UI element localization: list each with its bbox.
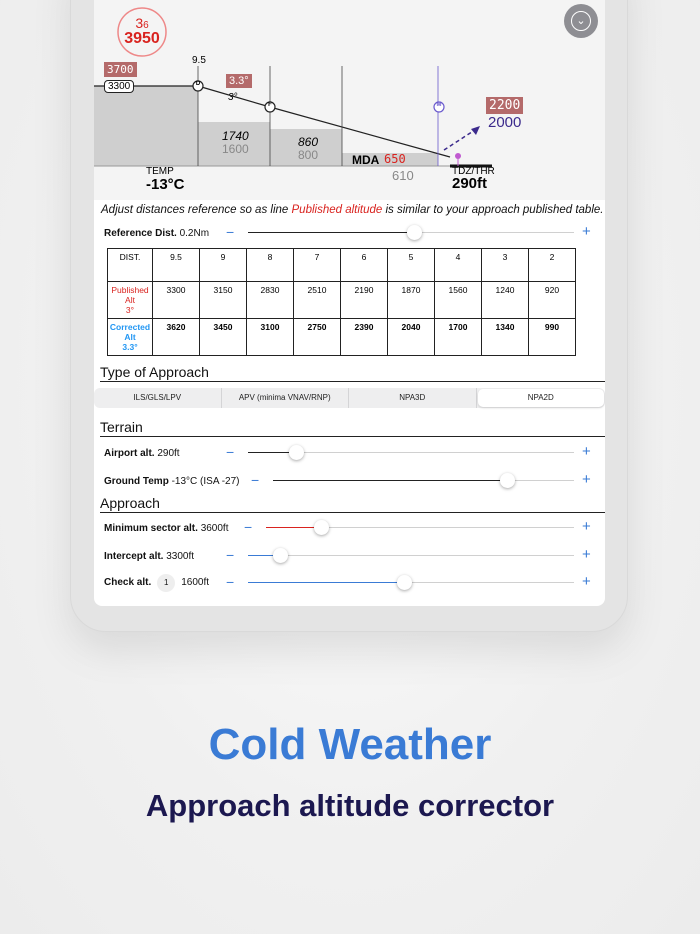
check-alt-row xyxy=(104,573,594,593)
reference-slider-thumb[interactable] xyxy=(407,225,422,240)
segment-npa3d[interactable]: NPA3D xyxy=(349,388,477,408)
step2-published: 800 xyxy=(298,148,319,162)
published-alt-cell: 2830 xyxy=(247,282,294,319)
corrected-alt-cell: 2040 xyxy=(388,319,435,356)
published-alt-cell: 1240 xyxy=(482,282,529,319)
ground-temp-value: -13°C (ISA -27) xyxy=(171,475,240,487)
corrected-alt-cell: 3100 xyxy=(247,319,294,356)
distance-cell: 6 xyxy=(341,249,388,282)
reference-plus-button[interactable]: + xyxy=(582,223,591,240)
mda-label: MDA xyxy=(352,153,380,167)
distance-cell: 4 xyxy=(435,249,482,282)
segment-apv[interactable]: APV (minima VNAV/RNP) xyxy=(222,388,350,408)
go-around-corrected-badge: 2200 xyxy=(486,97,523,114)
airport-alt-row xyxy=(104,443,594,463)
published-header-line2: Alt xyxy=(125,295,135,305)
intercept-track xyxy=(248,555,574,556)
published-header xyxy=(108,282,153,319)
check-alt-fill xyxy=(248,582,404,583)
waypoint-d-label: D xyxy=(195,81,201,87)
msa-minus-button[interactable]: − xyxy=(244,519,253,535)
temp-value: -13°C xyxy=(146,176,185,193)
msa-slider-thumb[interactable] xyxy=(314,520,329,535)
step2-corrected: 860 xyxy=(298,135,319,149)
step-area-1 xyxy=(94,86,198,166)
corrected-alt-cell: 3620 xyxy=(153,319,200,356)
ground-temp-slider-thumb[interactable] xyxy=(500,473,515,488)
corrected-alt-cell: 2750 xyxy=(294,319,341,356)
approach-profile xyxy=(94,0,605,200)
published-alt-cell: 1560 xyxy=(435,282,482,319)
distance-header: DIST. xyxy=(108,249,153,282)
reference-dist-label xyxy=(104,228,209,239)
corrected-header-line1: Corrected xyxy=(109,322,151,332)
distance-cell: 8 xyxy=(247,249,294,282)
msa-label-group xyxy=(104,523,229,534)
published-alt-cell: 2510 xyxy=(294,282,341,319)
corrected-row xyxy=(108,319,576,356)
distance-row xyxy=(108,249,576,282)
check-alt-minus-button[interactable]: − xyxy=(226,574,235,590)
chevron-down-icon: ⌄ xyxy=(571,11,591,31)
flight-level-top: 36 xyxy=(135,15,149,31)
published-row xyxy=(108,282,576,319)
corrected-header-line3: 3.3° xyxy=(122,342,138,352)
headline-subtitle: Approach altitude corrector xyxy=(145,788,555,823)
mda-corrected: 650 xyxy=(384,152,406,166)
airport-alt-slider-thumb[interactable] xyxy=(289,445,304,460)
ground-temp-label-group xyxy=(104,476,240,487)
intercept-label: Intercept alt. xyxy=(104,550,164,562)
approach-divider xyxy=(100,512,605,513)
approach-title: Approach xyxy=(100,495,160,511)
msa-value: 3600ft xyxy=(200,522,229,534)
distance-start-label: 9.5 xyxy=(192,55,206,66)
instruction-highlight: Published altitude xyxy=(291,204,383,216)
corrected-angle-badge: 3.3° xyxy=(226,74,252,88)
published-alt-cell: 3150 xyxy=(200,282,247,319)
distance-cell: 9 xyxy=(200,249,247,282)
go-around-published: 2000 xyxy=(488,114,522,131)
reference-dist-title: Reference Dist. xyxy=(104,227,177,239)
airport-alt-plus-button[interactable]: + xyxy=(582,443,591,460)
ground-temp-minus-button[interactable]: − xyxy=(251,472,260,488)
corrected-start-badge: 3700 xyxy=(104,62,137,77)
intercept-value: 3300ft xyxy=(166,550,195,562)
published-header-line1: Published xyxy=(111,285,149,295)
distance-cell: 3 xyxy=(482,249,529,282)
segment-ils[interactable]: ILS/GLS/LPV xyxy=(94,388,222,408)
step1-corrected: 1740 xyxy=(222,129,249,143)
corrected-header-line2: Alt xyxy=(124,332,136,342)
check-alt-label: Check alt. xyxy=(104,577,152,588)
airport-alt-label-group xyxy=(104,448,180,459)
published-alt-cell: 3300 xyxy=(153,282,200,319)
published-alt-cell: 2190 xyxy=(341,282,388,319)
segment-npa2d[interactable]: NPA2D xyxy=(478,389,605,407)
airport-alt-minus-button[interactable]: − xyxy=(226,444,235,460)
msa-plus-button[interactable]: + xyxy=(582,518,591,535)
collapse-button[interactable] xyxy=(564,4,598,38)
distance-cell: 2 xyxy=(529,249,576,282)
threshold-marker-icon xyxy=(455,153,461,159)
intercept-minus-button[interactable]: − xyxy=(226,547,235,563)
temp-label: TEMP xyxy=(146,166,174,177)
mda-published: 610 xyxy=(392,168,414,183)
intercept-row xyxy=(104,546,594,566)
app-screen xyxy=(94,0,605,606)
published-start-label: 3300 xyxy=(104,80,134,93)
intercept-label-group xyxy=(104,551,194,562)
terrain-title: Terrain xyxy=(100,419,143,435)
corrected-header xyxy=(108,319,153,356)
airport-alt-label: Airport alt. xyxy=(104,447,155,459)
published-header-line3: 3° xyxy=(125,305,135,315)
instruction-after: is similar to your approach published table. xyxy=(382,204,604,216)
distance-cell: 9.5 xyxy=(153,249,200,282)
reference-dist-value: 0.2Nm xyxy=(179,227,210,239)
approach-type-segmented-control xyxy=(94,388,605,408)
corrected-alt-cell: 2390 xyxy=(341,319,388,356)
reference-minus-button[interactable]: − xyxy=(226,224,235,240)
go-around-path xyxy=(444,128,478,150)
reference-fill xyxy=(248,232,414,233)
tdz-label: TDZ/THR xyxy=(452,166,495,177)
altitude-table xyxy=(107,248,576,356)
ground-temp-plus-button[interactable]: + xyxy=(582,471,591,488)
flight-level-value: 3950 xyxy=(124,30,160,47)
published-alt-cell: 920 xyxy=(529,282,576,319)
instruction-before: Adjust distances reference so as line xyxy=(101,204,292,216)
instruction-text xyxy=(101,204,603,216)
approach-type-divider xyxy=(100,381,605,382)
check-alt-label-group xyxy=(104,574,209,592)
corrected-alt-cell: 3450 xyxy=(200,319,247,356)
check-alt-slider-thumb[interactable] xyxy=(397,575,412,590)
corrected-alt-cell: 1700 xyxy=(435,319,482,356)
msa-row xyxy=(104,518,594,538)
step1-published: 1600 xyxy=(222,142,249,156)
corrected-alt-cell: 1340 xyxy=(482,319,529,356)
go-around-arrow-icon xyxy=(471,126,480,135)
airport-alt-value: 290ft xyxy=(157,447,180,459)
ground-temp-label: Ground Temp xyxy=(104,475,169,487)
intercept-slider-thumb[interactable] xyxy=(273,548,288,563)
distance-cell: 5 xyxy=(388,249,435,282)
check-alt-step-badge[interactable]: 1 xyxy=(157,574,175,592)
check-alt-plus-button[interactable]: + xyxy=(582,573,591,590)
waypoint-f-label: F xyxy=(268,102,272,108)
approach-type-title: Type of Approach xyxy=(100,364,209,380)
check-alt-value: 1600ft xyxy=(181,577,210,588)
reference-dist-row xyxy=(104,223,594,243)
published-alt-cell: 1870 xyxy=(388,282,435,319)
terrain-divider xyxy=(100,436,605,437)
msa-label: Minimum sector alt. xyxy=(104,522,198,534)
headline-title: Cold Weather xyxy=(208,720,492,769)
published-angle-label: 3° xyxy=(228,92,238,103)
ground-temp-fill xyxy=(273,480,508,481)
intercept-plus-button[interactable]: + xyxy=(582,546,591,563)
distance-cell: 7 xyxy=(294,249,341,282)
waypoint-m-label: M xyxy=(436,102,442,108)
tdz-value: 290ft xyxy=(452,175,488,192)
ground-temp-row xyxy=(104,471,594,491)
corrected-alt-cell: 990 xyxy=(529,319,576,356)
